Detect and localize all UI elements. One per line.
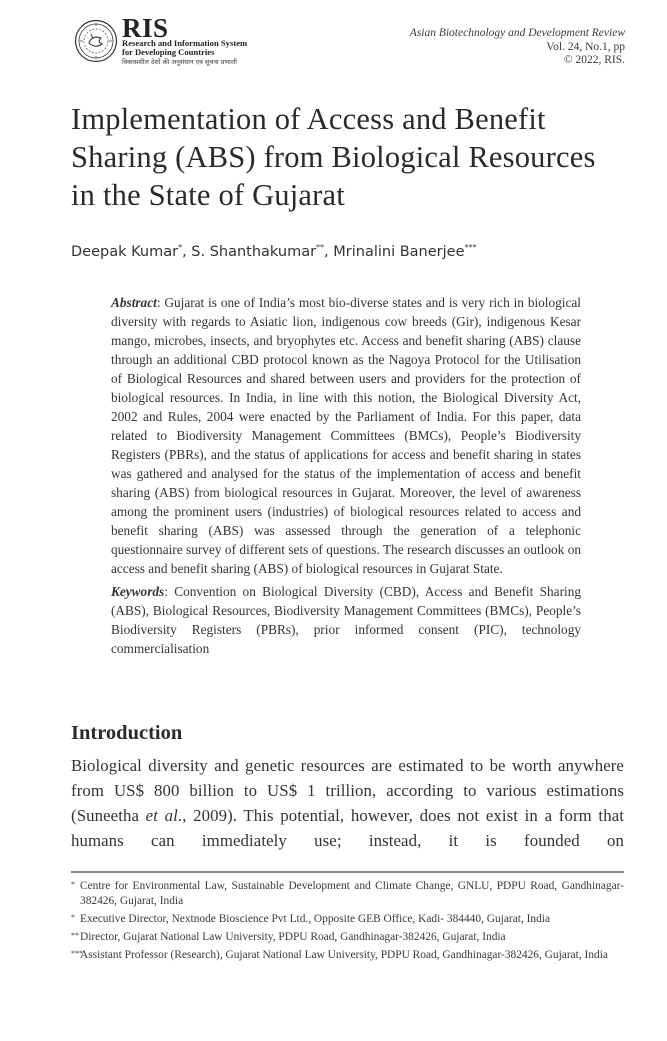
- logo-line-1: Research and Information System: [122, 38, 248, 48]
- journal-name: Asian Biotechnology and Development Review: [409, 27, 625, 39]
- abstract-label: Abstract: [111, 295, 157, 310]
- intro-text: ., 2009). This potential, however, does not exist in a form that humans can immediately use; instead, it is founded on: [71, 806, 624, 850]
- journal-volume: Vol. 24, No.1, pp: [546, 40, 625, 53]
- keywords-text: : Convention on Biological Diversity (CBD), Access and Benefit Sharing (ABS), Biological Resources, Biodiversity Management Committees (BMCs), People’s Biodiversity Registers (PBRs), prior informed consent (PIC), technology commercialisation: [111, 584, 581, 656]
- logo-hindi-text: विकासशील देशों की अनुसंधान एवं सूचना प्रणाली: [122, 58, 237, 66]
- footnote: [71, 948, 624, 963]
- title-line: Implementation of Access and Benefit: [71, 102, 546, 136]
- author-footnote-mark: ***: [464, 243, 477, 252]
- journal-info: [410, 27, 625, 68]
- author-footnote-mark: **: [316, 243, 325, 252]
- footnote: [71, 930, 624, 945]
- footnote-text: Director, Gujarat National Law University, PDPU Road, Gandhinagar-382426, Gujarat, India: [80, 931, 506, 943]
- introduction-paragraph: [71, 753, 624, 853]
- abstract-text: : Gujarat is one of India’s most bio-diverse states and is very rich in biological diversity with regards to Asiatic lion, indigenous cow breeds (Gir), indigenous Kesar mango, microbes, insects, and bryophytes etc. Access and benefit sharing (ABS) clause through an additional CBD protocol known as the Nagoya Protocol for the Utilisation of Biological Resources and shared between users and providers for the protection of biological resources. In India, in line with this notion, the Biological Diversity Act, 2002 and Rules, 2004 were enacted by the Parliament of India. For this paper, data related to Biodiversity Management Committees (BMCs), People’s Biodiversity Registers (PBRs), and the status of applications for access and benefit sharing in states was gathered and analysed for the status of the implementation of access and benefit sharing (ABS) from biological resources in Gujarat. Moreover, the level of awareness among the prominent users (industries) of biological resources related to access and benefit sharing (ABS) was assessed through the generation of a telephonic questionnaire survey of different sets of questions. The research discusses an outlook on access and benefit sharing (ABS) of biological resources in Gujarat State.: [111, 295, 581, 576]
- author-name: Deepak Kumar: [71, 244, 179, 260]
- footnote-mark: **: [71, 931, 79, 940]
- introduction-body: [71, 753, 624, 853]
- ris-emblem-icon: [74, 19, 118, 63]
- author-list: Deepak Kumar*, S. Shanthakumar**, Mrinalini Banerjee***: [71, 243, 477, 260]
- footnote-text: Centre for Environmental Law, Sustainable Development and Climate Change, GNLU, PDPU Road, Gandhinagar-382426, Gujarat, India: [80, 880, 624, 907]
- abstract-block: [111, 293, 581, 658]
- keywords-label: Keywords: [111, 584, 165, 599]
- keywords-paragraph: [111, 582, 581, 658]
- author-name: S. Shanthakumar: [191, 244, 317, 260]
- author-footnote-mark: *: [178, 243, 183, 252]
- footnote-divider: [71, 871, 624, 873]
- introduction-heading: Introduction: [71, 722, 183, 744]
- journal-copyright: © 2022, RIS.: [563, 54, 625, 66]
- logo-line-2: for Developing Countries: [122, 47, 215, 57]
- author-name: Mrinalini Banerjee: [333, 244, 465, 260]
- footnote-text: Assistant Professor (Research), Gujarat National Law University, PDPU Road, Gandhinagar-382426, Gujarat, India: [80, 949, 608, 961]
- logo-acronym: RIS: [122, 13, 169, 43]
- title-line: in the State of Gujarat: [71, 178, 345, 212]
- footnote-mark: *: [71, 913, 75, 922]
- title-line: Sharing (ABS) from Biological Resources: [71, 140, 596, 174]
- footnote: [71, 912, 624, 927]
- abstract-paragraph: [111, 293, 581, 578]
- footnote: [71, 879, 624, 909]
- ris-logo: [74, 13, 248, 69]
- footnotes: [71, 879, 624, 966]
- intro-italic: et al: [145, 806, 178, 825]
- footnote-text: Executive Director, Nextnode Bioscience Pvt Ltd., Opposite GEB Office, Kadi- 384440, Gujarat, India: [80, 913, 551, 925]
- article-title: [71, 100, 651, 214]
- intro-text: Biological diversity and genetic resources are estimated to be worth anywhere from US$ 800 billion to US$ 1 trillion, according to various estimations (Suneetha: [71, 756, 624, 825]
- footnote-mark: ***: [71, 949, 83, 958]
- footnote-mark: *: [71, 880, 75, 889]
